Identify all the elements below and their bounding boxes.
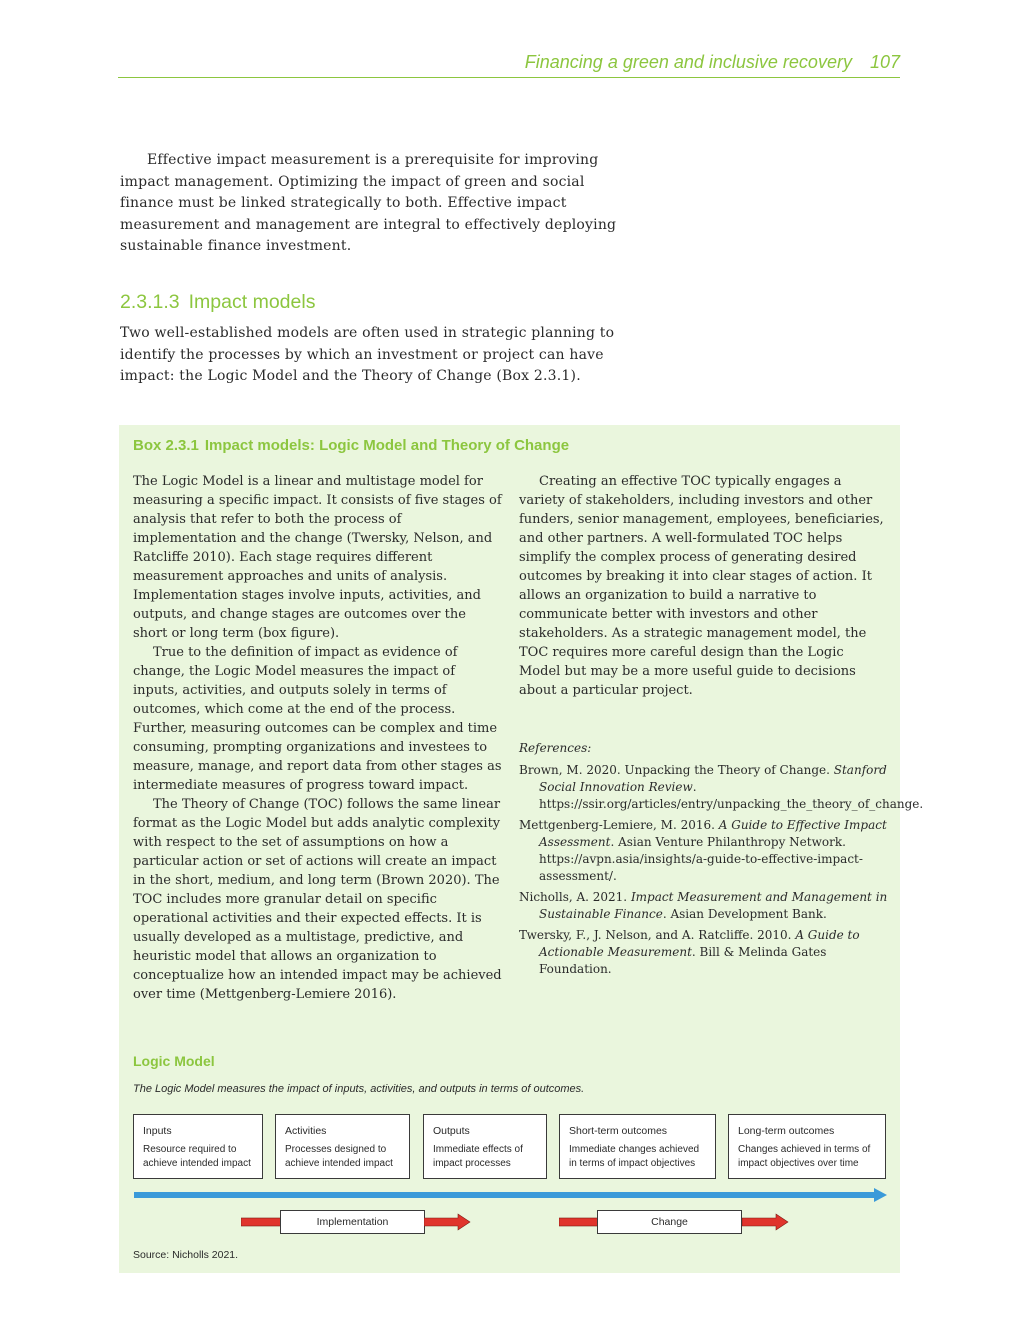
running-title: Financing a green and inclusive recovery xyxy=(524,52,852,72)
box-paragraph: Creating an effective TOC typically engages a variety of stakeholders, including investors and other funders, senior management, employees, beneficiaries, and other partners. A well-formulated TOC helps simplify the complex process of generating desired outcomes by breaking it into clear stages of action. It allows an organization to build a narrative to communicate better with investors and other stakeholders. As a strategic management model, the TOC requires more careful design than the Logic Model but may be a more useful guide to decisions about a particular project. xyxy=(519,474,884,698)
box-impact-models xyxy=(119,425,924,1273)
stage-outputs xyxy=(423,1114,547,1179)
stage-name: Outputs xyxy=(433,1125,470,1137)
stage-long-term-outcomes xyxy=(728,1114,886,1179)
stage-desc: Processes designed to achieve intended impact xyxy=(285,1144,393,1169)
stage-name: Long-term outcomes xyxy=(738,1125,835,1137)
box-paragraph: The Logic Model is a linear and multistage model for measuring a specific impact. It consists of five stages of analysis that refer to both the process of implementation and the change (Twersky, Nelson, and Ratcliffe 2010). Each stage requires different measurement approaches and units of analysis. Implementation stages involve inputs, activities, and outputs, and change stages are outcomes over the short or long term (box figure). xyxy=(133,474,502,641)
figure-source: Source: Nicholls 2021. xyxy=(133,1249,239,1261)
stage-name: Short-term outcomes xyxy=(569,1125,668,1137)
stage-inputs xyxy=(133,1114,263,1179)
stage-activities xyxy=(275,1114,410,1179)
box-right-column xyxy=(519,472,889,700)
box-label: Box 2.3.1 xyxy=(133,437,199,454)
arrow-right-implementation xyxy=(424,1213,472,1231)
reference-item: Mettgenberg-Lemiere, M. 2016. A Guide to Effective Impact Assessment. Asian Venture Philanthropy Network. https://avpn.asia/insights/a-guide-to-effective-impact-assessment/. xyxy=(519,818,887,883)
figure-title: Logic Model xyxy=(133,1053,215,1069)
timeline-arrow xyxy=(134,1187,889,1203)
reference-item: Nicholls, A. 2021. Impact Measurement and Management in Sustainable Finance. Asian Development Bank. xyxy=(519,890,888,921)
stage-desc: Immediate effects of impact processes xyxy=(433,1144,523,1169)
phase-change: Change xyxy=(597,1210,742,1234)
box-left-column xyxy=(133,472,503,1004)
section-title: Impact models xyxy=(188,291,316,313)
stage-desc: Immediate changes achieved in terms of impact objectives xyxy=(569,1144,700,1169)
reference-item: Twersky, F., J. Nelson, and A. Ratcliffe. 2010. A Guide to Actionable Measurement. Bill & Melinda Gates Foundation. xyxy=(519,928,860,976)
phase-implementation: Implementation xyxy=(280,1210,425,1234)
figure-caption: The Logic Model measures the impact of inputs, activities, and outputs in terms of outcomes. xyxy=(133,1083,585,1095)
arrow-left-implementation xyxy=(241,1214,281,1230)
stage-short-term-outcomes xyxy=(559,1114,716,1179)
references-heading: References: xyxy=(519,741,592,755)
stage-name: Activities xyxy=(285,1125,327,1137)
reference-item: Brown, M. 2020. Unpacking the Theory of Change. Stanford Social Innovation Review. https://ssir.org/articles/entry/unpacking_the_theory_of_change. xyxy=(519,763,924,811)
section-heading xyxy=(120,291,315,314)
box-title-text: Impact models: Logic Model and Theory of Change xyxy=(204,437,570,454)
section-number: 2.3.1.3 xyxy=(120,291,180,313)
stage-desc: Changes achieved in terms of impact objectives over time xyxy=(738,1144,871,1169)
stage-desc: Resource required to achieve intended impact xyxy=(143,1144,251,1169)
arrow-right-change xyxy=(742,1213,790,1231)
page-number: 107 xyxy=(869,52,900,72)
references-list xyxy=(519,762,924,982)
arrow-left-change xyxy=(559,1214,599,1230)
box-paragraph: The Theory of Change (TOC) follows the same linear format as the Logic Model but adds analytic complexity with respect to the set of assumptions on how a particular action or set of actions will create an impact in the short, medium, and long term (Brown 2020). The TOC includes more granular detail on specific operational activities and their expected effects. It is usually developed as a multistage, predictive, and heuristic model that allows an organization to conceptualize how an intended impact may be achieved over time (Mettgenberg-Lemiere 2016). xyxy=(133,797,502,1002)
running-head xyxy=(118,50,900,78)
section-paragraph: Two well-established models are often used in strategic planning to identify the processes by which an investment or project can have impact: the Logic Model and the Theory of Change (Box 2.3.1). xyxy=(120,325,615,384)
box-title xyxy=(133,437,569,454)
intro-paragraph: Effective impact measurement is a prerequisite for improving impact management. Optimizing the impact of green and social finance must be linked strategically to both. Effective impact measurement and management are integral to effectively deploying sustainable finance investment. xyxy=(120,152,617,254)
box-paragraph: True to the definition of impact as evidence of change, the Logic Model measures the impact of inputs, activities, and outputs solely in terms of outcomes, which come at the end of the process. Further, measuring outcomes can be complex and time consuming, prompting organizations and investees to measure, manage, and report data from other stages as intermediate measures of progress toward impact. xyxy=(133,645,502,793)
stage-name: Inputs xyxy=(143,1125,172,1137)
